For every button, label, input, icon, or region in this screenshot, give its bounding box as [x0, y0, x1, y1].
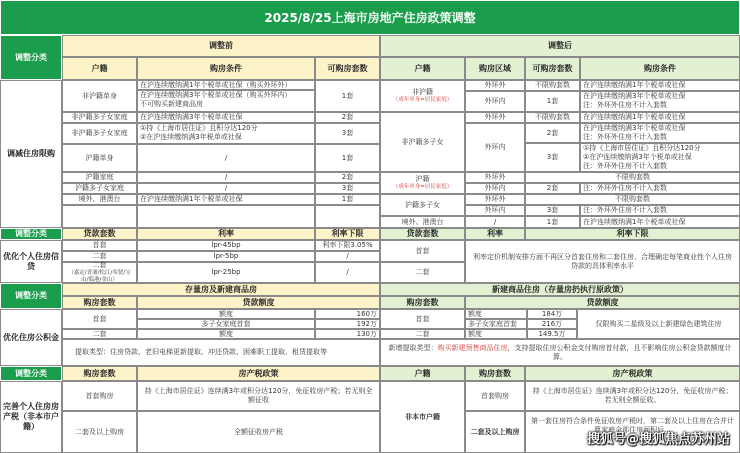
condition-text: 不可购买新建商品房: [140, 99, 203, 108]
col-header: 户籍: [380, 366, 465, 381]
withdraw-note: 提取类型：住房贷款、老旧电梯更新提取、冲还贷款、困难职工提取、租赁提取等: [62, 339, 380, 366]
rate-cell: lpr-25bp: [137, 262, 315, 283]
count-cell: 2套: [525, 183, 580, 194]
category-label: 完善个人住房房产税（非本市户籍）: [0, 381, 62, 453]
quota-label-cell: 多子女家庭首套: [465, 319, 527, 329]
loan-type-note: （嘉定/青浦/松江/奉贤/宝山/临港/金山）: [68, 270, 131, 283]
note-rest: ，支持提取住房公积金支付购房首付款，且不影响住房公积金贷款额度计算。: [507, 344, 732, 361]
quota-amount-cell: 216万: [527, 319, 577, 329]
quota-label-cell: 多子女家庭首套: [137, 319, 315, 329]
empty-cell: [137, 205, 315, 228]
house-type-cell: 首套购房: [465, 381, 525, 411]
condition-text: 在沪连续缴纳满3年个税单或社保（购买外环内）: [140, 91, 292, 99]
col-header: 贷款额度: [137, 296, 380, 309]
area-cell: 外环外: [465, 172, 525, 183]
hukou-cell: 沪籍单身: [62, 144, 137, 172]
hukou-cell: 沪籍家庭: [62, 172, 137, 183]
col-header: 利率下限: [525, 228, 740, 240]
hukou-cell: 非沪籍多子女: [380, 112, 465, 172]
category-header: 调整分类: [0, 366, 62, 381]
loan-type-cell: 二套: [62, 251, 137, 262]
count-cell: 1套: [315, 194, 380, 205]
condition-cell: 注：外环外住房不计入套数: [580, 205, 740, 216]
tax-policy-cell: 持《上海市居住证》连续满3年或积分达120分，免征收房产税；若无则全额征收: [137, 381, 380, 411]
page-title: 2025/8/25上海市房地产住房政策调整: [0, 0, 740, 35]
hukou-cell: 非沪籍单身: [62, 80, 137, 112]
count-cell: 1套: [525, 91, 580, 112]
condition-cell: 注：外环外住房不计入套数: [580, 183, 740, 194]
condition-cell: [137, 90, 315, 112]
quota-label-cell: 额度: [465, 329, 527, 339]
area-cell: 外环内: [465, 183, 525, 194]
before-header: 调整前: [62, 35, 380, 57]
count-cell: 不限购套数: [525, 112, 580, 123]
house-type-cell: 二套及以上购房: [62, 411, 137, 453]
quota-amount-cell: 130万: [315, 329, 380, 339]
count-cell: 不限购套数: [525, 80, 580, 91]
category-label: 优化个人住房信贷: [0, 240, 62, 283]
loan-type-cell: 首套: [62, 240, 137, 251]
group-header: 新建商品住房（存量房扔执行原政策）: [380, 283, 740, 296]
tax-policy-cell: 第一套住房符合条件免征收房产税时，第二套及以上住房在合并计算家庭全部住房面积后...: [525, 411, 740, 453]
category-label: 优化住房公积金: [0, 309, 62, 366]
empty-cell: [315, 205, 380, 228]
rate-policy-cell: 利率定价机制安排方面不再区分首套住房和二套住房，合理确定每笔商业性个人住房贷款的具体利率水平: [465, 240, 740, 283]
count-cell: 1套: [525, 216, 580, 228]
col-header: 购房条件: [137, 57, 315, 80]
condition-cell: 在沪连续缴纳满1年个税单或社保: [580, 112, 740, 123]
col-header: 户籍: [62, 57, 137, 80]
condition-cell: /: [137, 183, 315, 194]
col-header: 贷款套数: [62, 228, 137, 240]
count-cell: 3套: [525, 143, 580, 172]
tax-policy-cell: 全额征收房产税: [137, 411, 380, 453]
count-cell: 1套: [315, 80, 380, 112]
col-header: 购房条件: [580, 57, 740, 80]
area-cell: 外环内: [465, 205, 525, 216]
condition-cell: 在沪连续缴纳满3年个税单或社保: [137, 112, 315, 123]
house-type-cell: 二套: [62, 329, 137, 339]
condition-text: 在沪连续缴纳满3年个税单或社保: [583, 92, 686, 100]
condition-text: 注：外环外住房不计入套数: [583, 161, 667, 170]
count-cell: 2套: [525, 123, 580, 143]
condition-cell: [137, 123, 315, 144]
condition-text: 在沪连续缴纳满3年个税单或社保: [583, 124, 686, 132]
condition-cell: 在沪连续缴纳满1年个税单或社保: [580, 80, 740, 91]
merged-cell: 不限购套数: [525, 172, 740, 183]
col-header: 购房区域: [465, 57, 525, 80]
tax-policy-cell: 持《上海市居住证》连续满3年或积分达120分，免征收房产税；若无则全额征收。: [525, 381, 740, 411]
floor-cell: /: [315, 262, 380, 283]
hukou-text: 沪籍: [415, 175, 430, 184]
hukou-cell: [380, 80, 465, 112]
col-header: 利率: [137, 228, 315, 240]
quota-amount-cell: 149.5万: [527, 329, 577, 339]
quota-amount-cell: 192万: [315, 319, 380, 329]
condition-text: 注：外环外住房不计入套数: [583, 132, 667, 141]
merged-cell: 不限购套数: [525, 194, 740, 205]
condition-cell: [580, 143, 740, 172]
empty-cell: [62, 205, 137, 228]
hukou-note: （成年单身=居民家庭）: [392, 183, 453, 190]
condition-cell: [580, 123, 740, 143]
quota-label-cell: 额度: [465, 309, 527, 319]
note-prefix: 新增提取类型：: [388, 344, 438, 352]
after-header: 调整后: [380, 35, 740, 57]
floor-cell: 利率下限3.05%: [315, 240, 380, 251]
category-header: 调整分类: [0, 283, 62, 309]
col-header: 利率下限: [315, 228, 380, 240]
area-cell: 外环外: [465, 194, 525, 205]
condition-cell: 在沪连续缴纳满1年个税单或社保: [580, 216, 740, 228]
col-header: 购房套数: [62, 366, 137, 381]
col-header: 购房套数: [465, 366, 525, 381]
house-type-cell: 二套及以上购房: [465, 411, 525, 453]
hukou-cell: 非沪籍多子女家庭: [62, 123, 137, 144]
col-header: 房产税政策: [137, 366, 380, 381]
area-cell: 外环外: [465, 112, 525, 123]
count-cell: 1套: [315, 144, 380, 172]
count-cell: 2套: [315, 172, 380, 183]
count-cell: 3套: [525, 205, 580, 216]
count-cell: 2套: [315, 112, 380, 123]
col-header: 房产税政策: [525, 366, 740, 381]
house-type-cell: 首套: [62, 309, 137, 329]
category-header: 调整分类: [0, 35, 62, 80]
condition-text: 注：外环外住房不计入套数: [583, 100, 667, 109]
condition-text: ①持《上海市居住证》且积分达120分: [140, 124, 258, 132]
floor-cell: /: [315, 251, 380, 262]
green-building-note: 仅限购买二星级及以上新建绿色建筑住房: [577, 309, 740, 339]
hukou-note: （成年单身=居民家庭）: [392, 96, 453, 103]
quota-amount-cell: 160万: [315, 309, 380, 319]
note-highlight: 购买新建预售商品住房: [437, 344, 508, 352]
hukou-cell: 境外、港澳台: [380, 216, 465, 228]
loan-type-cell: 二套: [380, 262, 465, 283]
condition-cell: /: [137, 172, 315, 183]
col-header: 购房套数: [380, 296, 465, 309]
category-header: 调整分类: [0, 228, 62, 240]
loan-type-text: 二套: [92, 261, 107, 270]
col-header: 购房套数: [62, 296, 137, 309]
house-type-cell: 二套: [380, 329, 465, 339]
rate-cell: lpr-5bp: [137, 251, 315, 262]
hukou-cell: 非沪籍多子女家庭: [62, 112, 137, 123]
house-type-cell: 首套: [380, 309, 465, 329]
area-cell: /: [465, 216, 525, 228]
condition-cell: /: [137, 144, 315, 172]
count-cell: 3套: [315, 183, 380, 194]
loan-type-cell: 首套: [380, 240, 465, 262]
condition-cell: 在沪连续缴纳满1年个税单或社保（购买外环外）: [137, 80, 315, 90]
hukou-cell: 非本市户籍: [380, 381, 465, 453]
condition-cell: [580, 91, 740, 112]
area-cell: 外环外: [465, 80, 525, 91]
condition-cell: 在沪连续缴纳满1年个税单或社保: [137, 194, 315, 205]
group-header: 存量房及新建商品房: [62, 283, 380, 296]
house-type-cell: 首套购房: [62, 381, 137, 411]
count-cell: 3套: [315, 123, 380, 144]
rate-cell: lpr-45bp: [137, 240, 315, 251]
col-header: 贷款套数: [380, 228, 465, 240]
hukou-cell: 沪籍多子女: [380, 194, 465, 216]
col-header: 可购房套数: [525, 57, 580, 80]
quota-label-cell: 额度: [137, 329, 315, 339]
condition-text: ①持《上海市居住证》且积分达120分: [583, 144, 701, 152]
hukou-text: 非沪籍: [412, 88, 433, 97]
hukou-cell: 境外、港澳台: [62, 194, 137, 205]
loan-type-cell: [62, 262, 137, 283]
col-header: 可购房套数: [315, 57, 380, 80]
new-withdraw-note: [380, 339, 740, 366]
category-label: 调减住房限购: [0, 80, 62, 228]
condition-text: ②在沪连续缴纳满3年个税单或社保: [583, 152, 692, 161]
quota-amount-cell: 184万: [527, 309, 577, 319]
hukou-cell: 沪籍多子女家庭: [62, 183, 137, 194]
quota-label-cell: 额度: [137, 309, 315, 319]
area-cell: 外环内: [465, 91, 525, 112]
watermark: 搜狐号@搜狐焦点苏州站: [586, 432, 730, 447]
col-header: 户籍: [380, 57, 465, 80]
hukou-cell: [380, 172, 465, 194]
area-cell: 外环内: [465, 123, 525, 172]
col-header: 利率: [465, 228, 525, 240]
condition-text: ②在沪连续缴纳满3年税单或社保: [140, 132, 242, 141]
col-header: 贷款额度: [465, 296, 740, 309]
